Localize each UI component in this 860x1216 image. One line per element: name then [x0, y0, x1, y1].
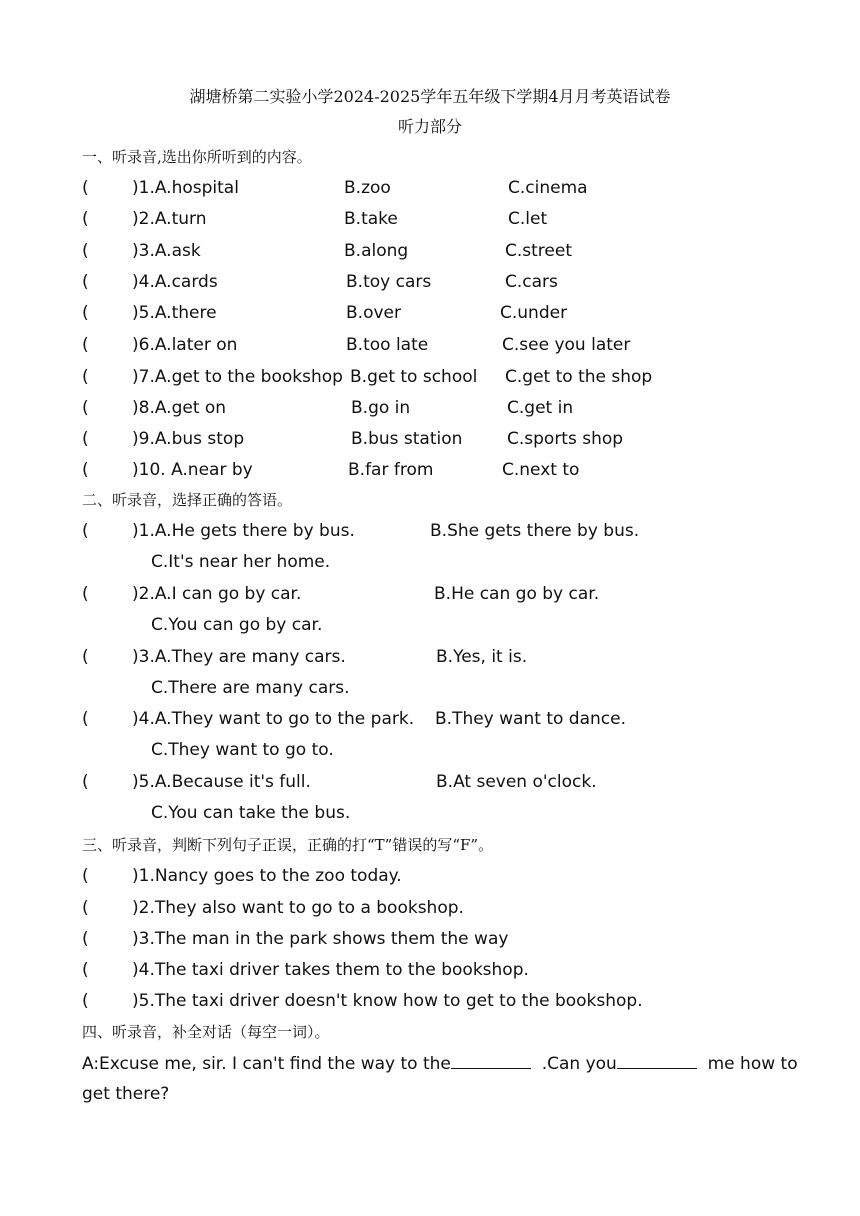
- option-b: B.Yes, it is.: [436, 647, 528, 667]
- answer-paren: (: [82, 429, 89, 449]
- statement-text: )1.Nancy goes to the zoo today.: [132, 866, 402, 886]
- option-a: )5.A.there: [132, 303, 217, 323]
- page-subtitle: 听力部分: [397, 117, 462, 136]
- option-a: )2.A.turn: [132, 209, 207, 229]
- answer-paren: (: [82, 303, 89, 323]
- option-c: C.There are many cars.: [151, 678, 350, 698]
- option-c: C.They want to go to.: [151, 740, 334, 760]
- dialogue-line-2: get there?: [82, 1084, 170, 1104]
- option-c: C.cars: [505, 272, 558, 292]
- option-c: C.see you later: [502, 335, 631, 355]
- answer-paren: (: [82, 521, 89, 541]
- option-c: C.cinema: [508, 178, 588, 198]
- answer-paren: (: [82, 584, 89, 604]
- answer-paren: (: [82, 960, 89, 980]
- option-a: )2.A.I can go by car.: [132, 584, 302, 604]
- option-a: )5.A.Because it's full.: [132, 772, 311, 792]
- option-b: B.go in: [351, 398, 411, 418]
- option-b: B.far from: [348, 460, 434, 480]
- option-a: )1.A.hospital: [132, 178, 239, 198]
- option-b: B.At seven o'clock.: [436, 772, 597, 792]
- section-1-heading: 一、听录音,选出你所听到的内容。: [82, 148, 312, 166]
- option-a: )4.A.They want to go to the park.: [132, 709, 415, 729]
- answer-paren: (: [82, 178, 89, 198]
- dialogue-text-3: me how to: [707, 1054, 798, 1074]
- answer-paren: (: [82, 335, 89, 355]
- answer-paren: (: [82, 898, 89, 918]
- option-b: B.bus station: [351, 429, 463, 449]
- dialogue-text-2: .Can you: [541, 1054, 617, 1074]
- answer-paren: (: [82, 272, 89, 292]
- option-c: C.let: [508, 209, 548, 229]
- option-c: C.under: [500, 303, 568, 323]
- statement-text: )5.The taxi driver doesn't know how to get to the bookshop.: [132, 991, 643, 1011]
- option-a: )3.A.They are many cars.: [132, 647, 346, 667]
- dialogue-line: [82, 1052, 798, 1075]
- option-c: C.You can go by car.: [151, 615, 323, 635]
- option-a: )4.A.cards: [132, 272, 218, 292]
- option-c: C.street: [505, 241, 572, 261]
- option-b: B.get to school: [350, 367, 478, 387]
- statement-text: )4.The taxi driver takes them to the bookshop.: [132, 960, 529, 980]
- option-b: B.take: [344, 209, 398, 229]
- option-a: )1.A.He gets there by bus.: [132, 521, 355, 541]
- option-a: )7.A.get to the bookshop: [132, 367, 343, 387]
- option-a: )10. A.near by: [132, 460, 253, 480]
- option-b: B.over: [346, 303, 401, 323]
- option-b: B.zoo: [344, 178, 391, 198]
- option-c: C.It's near her home.: [151, 552, 331, 572]
- answer-paren: (: [82, 709, 89, 729]
- statement-text: )2.They also want to go to a bookshop.: [132, 898, 464, 918]
- fill-blank-1[interactable]: [451, 1052, 531, 1069]
- statement-text: )3.The man in the park shows them the way: [132, 929, 509, 949]
- answer-paren: (: [82, 866, 89, 886]
- answer-paren: (: [82, 647, 89, 667]
- answer-paren: (: [82, 460, 89, 480]
- option-a: )8.A.get on: [132, 398, 227, 418]
- option-b: B.She gets there by bus.: [430, 521, 640, 541]
- option-c: C.sports shop: [507, 429, 624, 449]
- section-4-heading: 四、听录音，补全对话（每空一词）。: [82, 1023, 330, 1041]
- section-2-heading: 二、听录音，选择正确的答语。: [82, 491, 293, 509]
- option-b: B.They want to dance.: [435, 709, 626, 729]
- option-b: B.toy cars: [346, 272, 432, 292]
- dialogue-text-1: A:Excuse me, sir. I can't find the way to the: [82, 1054, 451, 1074]
- answer-paren: (: [82, 209, 89, 229]
- page-title: 湖塘桥第二实验小学2024-2025学年五年级下学期4月月考英语试卷: [189, 87, 671, 106]
- answer-paren: (: [82, 241, 89, 261]
- option-b: B.He can go by car.: [434, 584, 600, 604]
- answer-paren: (: [82, 991, 89, 1011]
- option-a: )6.A.later on: [132, 335, 238, 355]
- option-c: C.get in: [507, 398, 574, 418]
- answer-paren: (: [82, 398, 89, 418]
- option-a: )3.A.ask: [132, 241, 201, 261]
- answer-paren: (: [82, 367, 89, 387]
- option-a: )9.A.bus stop: [132, 429, 245, 449]
- fill-blank-2[interactable]: [617, 1052, 697, 1069]
- option-c: C.get to the shop: [505, 367, 653, 387]
- option-b: B.along: [344, 241, 409, 261]
- option-c: C.next to: [502, 460, 580, 480]
- answer-paren: (: [82, 772, 89, 792]
- answer-paren: (: [82, 929, 89, 949]
- option-b: B.too late: [346, 335, 429, 355]
- section-3-heading: 三、听录音，判断下列句子正误，正确的打“T”错误的写“F”。: [82, 836, 494, 854]
- option-c: C.You can take the bus.: [151, 803, 351, 823]
